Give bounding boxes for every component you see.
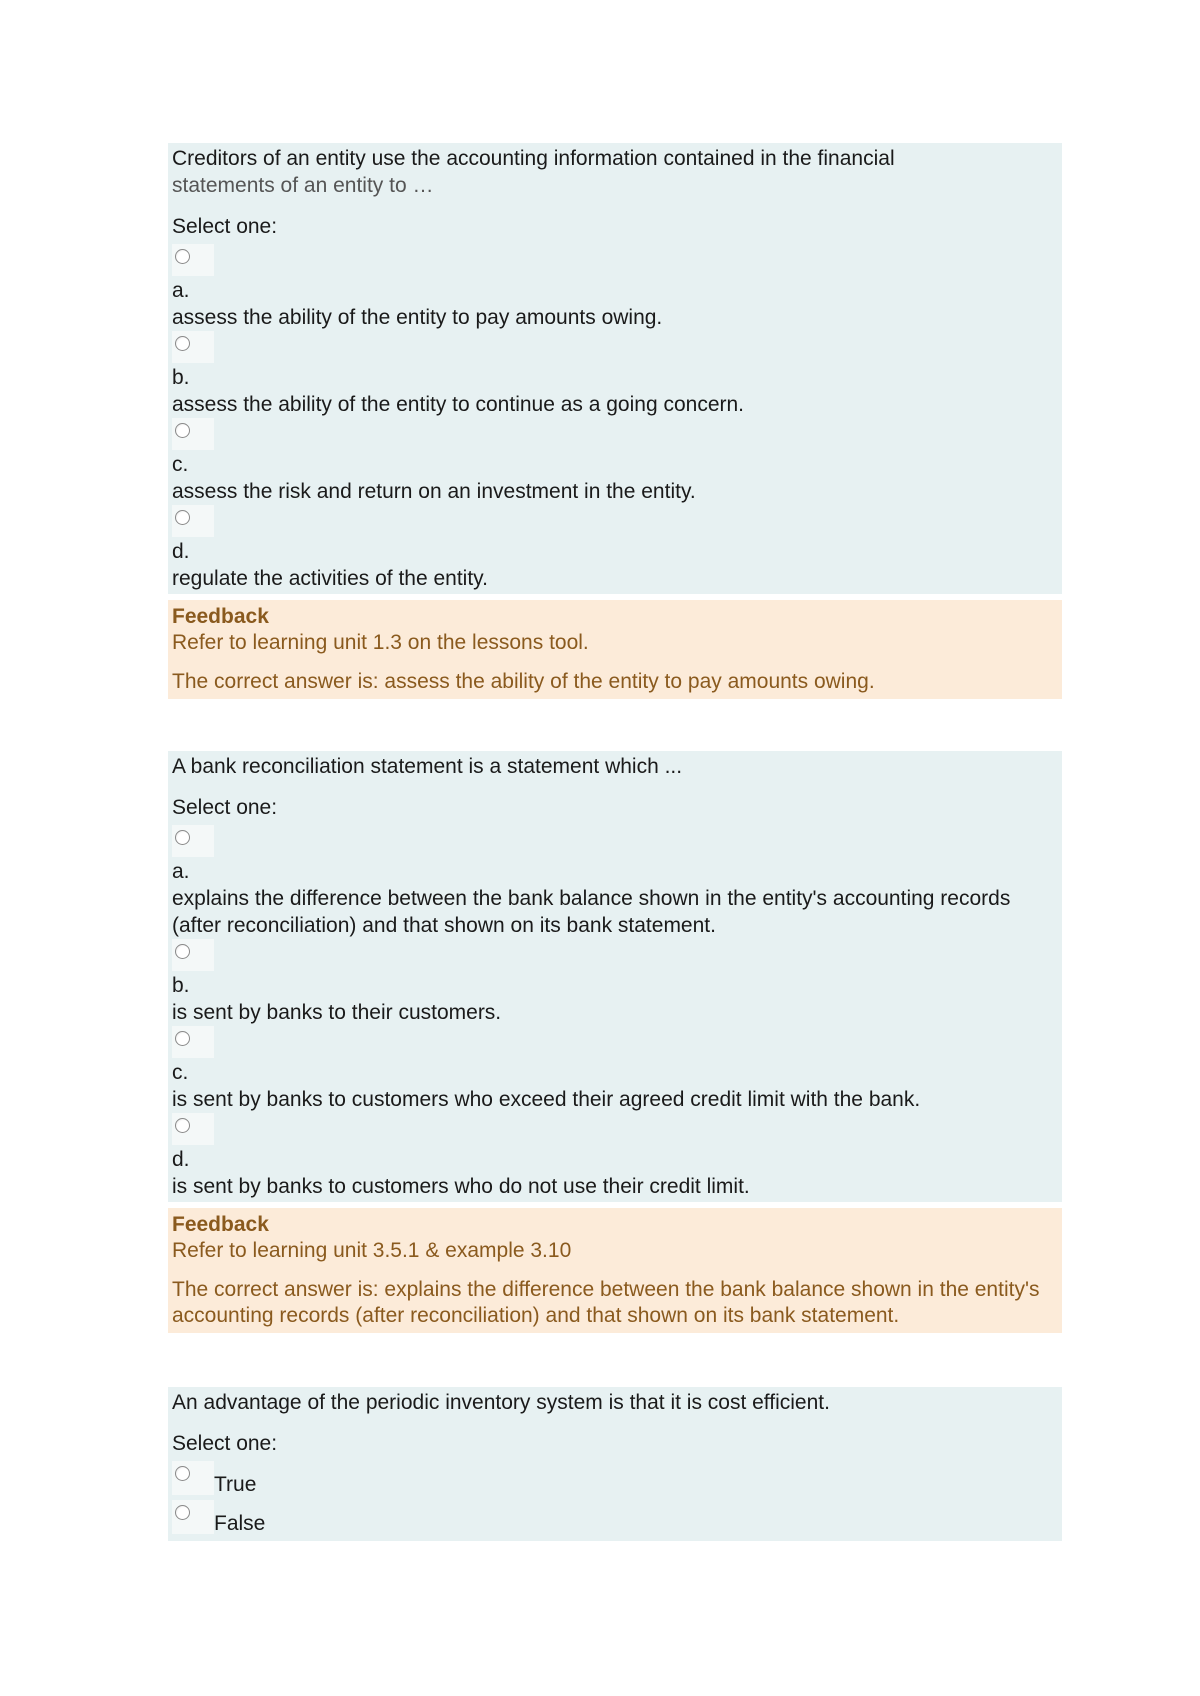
option-c[interactable] (172, 418, 1058, 505)
radio-wrap (172, 505, 214, 537)
radio-button-icon[interactable] (175, 1118, 190, 1133)
option-a[interactable] (172, 244, 1058, 331)
option-true[interactable] (172, 1461, 1058, 1500)
option-false-label: False (214, 1512, 266, 1535)
radio-button-icon[interactable] (175, 1466, 190, 1481)
radio-wrap (172, 244, 214, 276)
radio-button-icon[interactable] (175, 336, 190, 351)
question-2-box (168, 751, 1062, 1202)
select-one-label: Select one: (172, 1432, 278, 1455)
question-2 (168, 751, 1062, 1333)
radio-button-icon[interactable] (175, 830, 190, 845)
option-text: is sent by banks to customers who exceed their agreed credit limit with the bank. (172, 1088, 921, 1111)
radio-wrap (172, 1461, 214, 1495)
radio-button-icon[interactable] (175, 510, 190, 525)
option-d[interactable] (172, 505, 1058, 592)
feedback-box (168, 1208, 1062, 1333)
option-letter: b. (172, 974, 190, 997)
feedback-title: Feedback (172, 605, 269, 628)
option-text: assess the ability of the entity to pay amounts owing. (172, 306, 663, 329)
option-c[interactable] (172, 1026, 1058, 1113)
option-letter: c. (172, 453, 189, 476)
option-text: assess the ability of the entity to continue as a going concern. (172, 393, 745, 416)
radio-button-icon[interactable] (175, 1505, 190, 1520)
feedback-reference: Refer to learning unit 1.3 on the lessons tool. (172, 631, 589, 654)
question-1-text-main: Creditors of an entity use the accounting information contained in the financial (172, 147, 895, 170)
feedback-correct-answer: The correct answer is: explains the difference between the bank balance shown in the entity's accounting records (after reconciliation) and that shown on its bank statement. (172, 1278, 1040, 1327)
option-text: is sent by banks to customers who do not use their credit limit. (172, 1175, 750, 1198)
option-text: is sent by banks to their customers. (172, 1001, 502, 1024)
question-1 (168, 143, 1062, 699)
option-false[interactable] (172, 1500, 1058, 1539)
option-text: regulate the activities of the entity. (172, 567, 488, 590)
radio-button-icon[interactable] (175, 944, 190, 959)
question-2-text: A bank reconciliation statement is a statement which ... (172, 755, 683, 778)
select-one-label: Select one: (172, 215, 278, 238)
feedback-correct-answer: The correct answer is: assess the ability of the entity to pay amounts owing. (172, 670, 875, 693)
radio-wrap (172, 825, 214, 857)
select-one-label: Select one: (172, 796, 278, 819)
radio-wrap (172, 418, 214, 450)
radio-button-icon[interactable] (175, 1031, 190, 1046)
option-letter: d. (172, 540, 190, 563)
option-letter: c. (172, 1061, 189, 1084)
feedback-box (168, 600, 1062, 699)
question-1-box (168, 143, 1062, 594)
radio-wrap (172, 939, 214, 971)
question-3 (168, 1387, 1062, 1541)
feedback-title: Feedback (172, 1213, 269, 1236)
radio-button-icon[interactable] (175, 249, 190, 264)
option-text: assess the risk and return on an investment in the entity. (172, 480, 696, 503)
option-letter: d. (172, 1148, 190, 1171)
option-true-label: True (214, 1473, 257, 1496)
option-letter: a. (172, 279, 190, 302)
option-d[interactable] (172, 1113, 1058, 1200)
radio-button-icon[interactable] (175, 423, 190, 438)
option-letter: a. (172, 860, 190, 883)
radio-wrap (172, 1500, 214, 1534)
option-b[interactable] (172, 939, 1058, 1026)
radio-wrap (172, 1113, 214, 1145)
question-1-text-tail: statements of an entity to … (172, 174, 434, 197)
option-a[interactable] (172, 825, 1058, 939)
radio-wrap (172, 331, 214, 363)
question-3-box (168, 1387, 1062, 1541)
question-3-text: An advantage of the periodic inventory system is that it is cost efficient. (172, 1391, 830, 1414)
option-letter: b. (172, 366, 190, 389)
option-text: explains the difference between the bank balance shown in the entity's accounting records (after reconciliation) and that shown on its bank statement. (172, 887, 1011, 937)
feedback-reference: Refer to learning unit 3.5.1 & example 3.10 (172, 1239, 572, 1262)
question-1-text (172, 145, 1058, 199)
option-b[interactable] (172, 331, 1058, 418)
radio-wrap (172, 1026, 214, 1058)
